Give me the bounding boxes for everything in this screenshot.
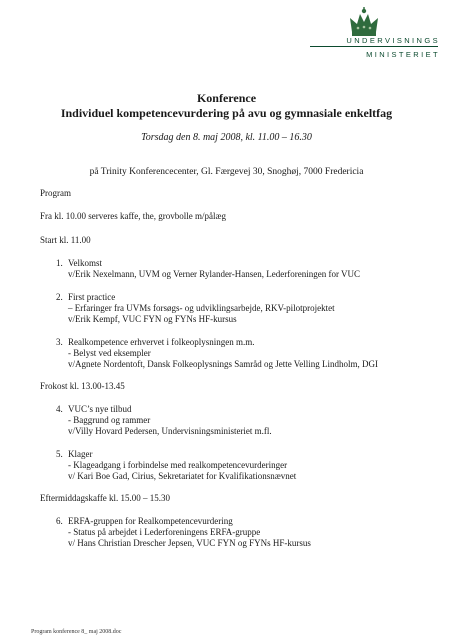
agenda-item-title: ERFA-gruppen for Realkompetencevurdering bbox=[68, 516, 233, 526]
agenda-item bbox=[56, 516, 233, 526]
agenda-item-line: v/Villy Hovard Pedersen, Undervisningsministeriet m.fl. bbox=[68, 426, 272, 436]
crown-logo-icon bbox=[346, 6, 382, 38]
document-title: Konference bbox=[196, 91, 257, 105]
afternoon-coffee-break: Eftermiddagskaffe kl. 15.00 – 15.30 bbox=[40, 493, 171, 503]
agenda-item-line: – Erfaringer fra UVMs forsøgs- og udviklingsarbejde, RKV-pilotprojektet bbox=[68, 303, 335, 313]
logo-text-line2: MINISTERIET bbox=[366, 50, 440, 59]
agenda-item-line: v/ Kari Boe Gad, Cirius, Sekretariatet for Kvalifikationsnævnet bbox=[68, 471, 297, 481]
agenda-item-line: - Status på arbejdet i Lederforeningens ERFA-gruppe bbox=[68, 527, 261, 537]
agenda-item-line: v/Agnete Nordentoft, Dansk Folkeoplysnings Samråd og Jette Velling Lindholm, DGI bbox=[68, 359, 379, 369]
agenda-item-line: - Klageadgang i forbindelse med realkompetencevurderinger bbox=[68, 460, 288, 470]
agenda-item bbox=[56, 258, 102, 268]
agenda-item-title: First practice bbox=[68, 292, 116, 302]
arrival-note: Fra kl. 10.00 serveres kaffe, the, grovbolle m/pålæg bbox=[40, 211, 227, 221]
agenda-item-line: v/Erik Kempf, VUC FYN og FYNs HF-kursus bbox=[68, 314, 237, 324]
agenda-item-line: v/Erik Nexelmann, UVM og Verner Rylander-Hansen, Lederforeningen for VUC bbox=[68, 269, 361, 279]
event-date: Torsdag den 8. maj 2008, kl. 11.00 – 16.30 bbox=[141, 132, 312, 143]
agenda-item bbox=[56, 449, 93, 459]
logo-divider bbox=[310, 46, 438, 47]
agenda-item-number: 6. bbox=[56, 516, 63, 526]
program-label: Program bbox=[40, 188, 71, 198]
start-time: Start kl. 11.00 bbox=[40, 235, 91, 245]
agenda-item-number: 1. bbox=[56, 258, 63, 268]
agenda-item-title: Velkomst bbox=[68, 258, 103, 268]
agenda-item-line: - Baggrund og rammer bbox=[68, 415, 151, 425]
agenda-item bbox=[56, 337, 254, 347]
agenda-item-number: 4. bbox=[56, 404, 63, 414]
agenda-item bbox=[56, 404, 132, 414]
agenda-item bbox=[56, 292, 115, 302]
agenda-item-number: 3. bbox=[56, 337, 63, 347]
agenda-item-title: Klager bbox=[68, 449, 93, 459]
agenda-item-line: - Belyst ved eksempler bbox=[68, 348, 151, 358]
document-subtitle: Individuel kompetencevurdering på avu og gymnasiale enkeltfag bbox=[60, 106, 393, 120]
agenda-item-number: 2. bbox=[56, 292, 63, 302]
event-venue: på Trinity Konferencecenter, Gl. Færgevej 30, Snoghøj, 7000 Fredericia bbox=[89, 167, 364, 177]
agenda-item-line: v/ Hans Christian Drescher Jepsen, VUC FYN og FYNs HF-kursus bbox=[68, 538, 311, 548]
document-footer-filename: Program konference 8_ maj 2008.doc bbox=[31, 629, 122, 635]
agenda-item-title: Realkompetence erhvervet i folkeoplysningen m.m. bbox=[68, 337, 255, 347]
lunch-break: Frokost kl. 13.00-13.45 bbox=[40, 381, 125, 391]
logo-text-line1: UNDERVISNINGS bbox=[346, 36, 440, 45]
agenda-item-title: VUC’s nye tilbud bbox=[68, 404, 132, 414]
agenda-item-number: 5. bbox=[56, 449, 63, 459]
